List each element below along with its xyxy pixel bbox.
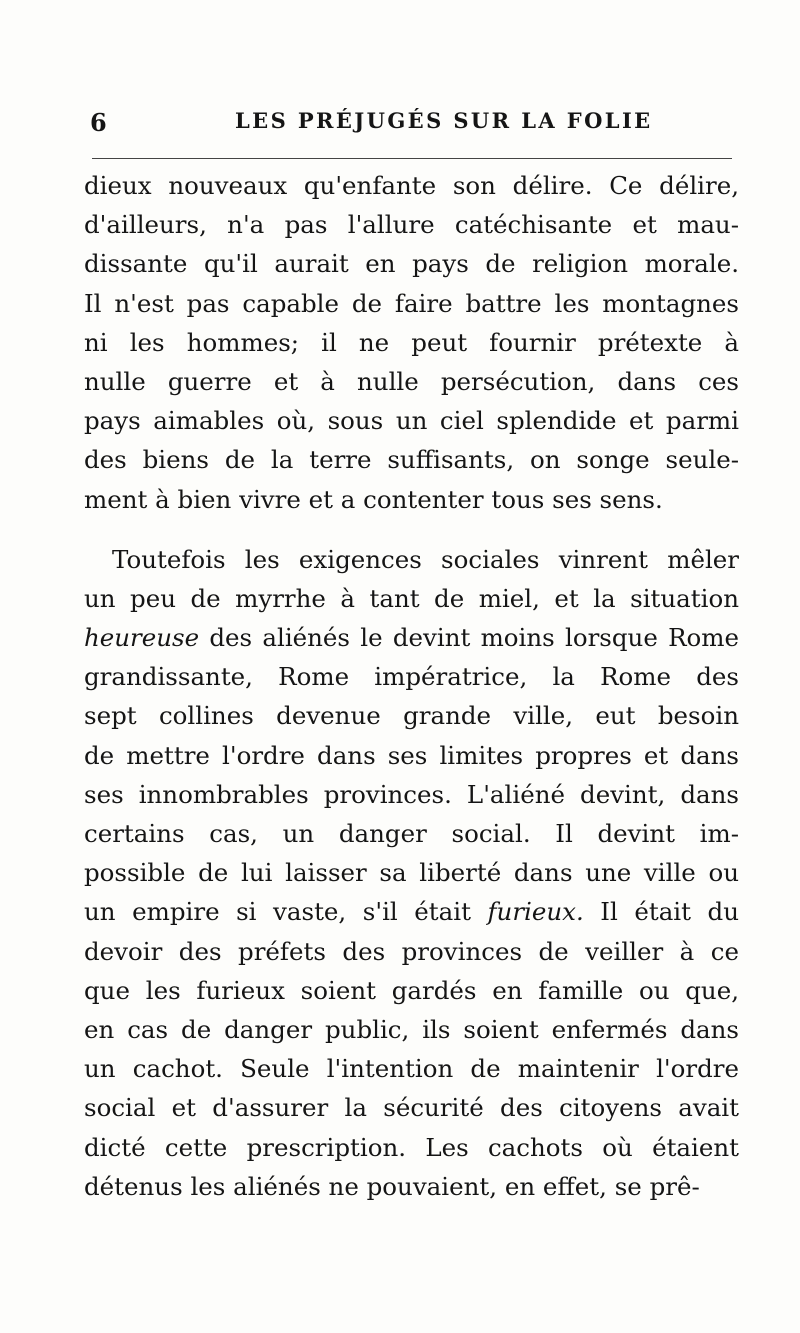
text-line: ses innombrables provinces. L'aliéné devint, dans — [84, 779, 739, 809]
text-line: grandissante, Rome impératrice, la Rome des — [84, 662, 739, 692]
text-line: pays aimables où, sous un ciel splendide et parmi — [84, 406, 739, 436]
text-line: Il n'est pas capable de faire battre les montagnes — [84, 288, 739, 318]
text-line: heureuse des aliénés le devint moins lorsque Rome — [84, 623, 739, 653]
text-line: devoir des préfets des provinces de veiller à ce — [84, 936, 739, 966]
text-line: ment à bien vivre et a contenter tous ses sens. — [84, 484, 663, 514]
text-line: social et d'assurer la sécurité des citoyens avait — [84, 1093, 739, 1123]
text-line: que les furieux soient gardés en famille ou que, — [84, 975, 739, 1005]
text-line: un cachot. Seule l'intention de maintenir l'ordre — [84, 1054, 739, 1084]
body-text — [84, 166, 739, 1206]
running-title: LES PRÉJUGÉS SUR LA FOLIE — [235, 108, 653, 133]
text-line: dieux nouveaux qu'enfante son délire. Ce délire, — [84, 171, 739, 200]
text-line: un peu de myrrhe à tant de miel, et la situation — [84, 583, 739, 613]
text-line: sept collines devenue grande ville, eut besoin — [84, 701, 739, 731]
text-line: ni les hommes; il ne peut fournir prétexte à — [84, 327, 739, 357]
text-line: dissante qu'il aurait en pays de religion morale. — [84, 249, 739, 279]
italic-word: heureuse — [84, 623, 200, 653]
text-line: en cas de danger public, ils soient enfermés dans — [84, 1014, 739, 1044]
paragraph — [84, 540, 739, 1206]
text-line: Toutefois les exigences sociales vinrent mêler — [112, 544, 739, 574]
text-line: un empire si vaste, s'il était furieux. Il était du — [84, 897, 739, 927]
text-line: possible de lui laisser sa liberté dans une ville ou — [84, 858, 739, 888]
text-line: détenus les aliénés ne pouvaient, en effet, se prê- — [84, 1171, 700, 1201]
page-header — [90, 108, 740, 140]
text-line: des biens de la terre suffisants, on songe seule- — [84, 445, 739, 475]
text-line: nulle guerre et à nulle persécution, dans ces — [84, 366, 739, 396]
text-line: dicté cette prescription. Les cachots où étaient — [84, 1132, 739, 1162]
text-line: de mettre l'ordre dans ses limites propres et dans — [84, 740, 739, 770]
paragraph — [84, 166, 739, 519]
italic-word: furieux. — [487, 897, 584, 927]
text-line: d'ailleurs, n'a pas l'allure catéchisante et mau- — [84, 210, 739, 240]
header-rule — [92, 158, 732, 159]
page-number: 6 — [90, 108, 108, 137]
text-line: certains cas, un danger social. Il devint im- — [84, 819, 739, 848]
